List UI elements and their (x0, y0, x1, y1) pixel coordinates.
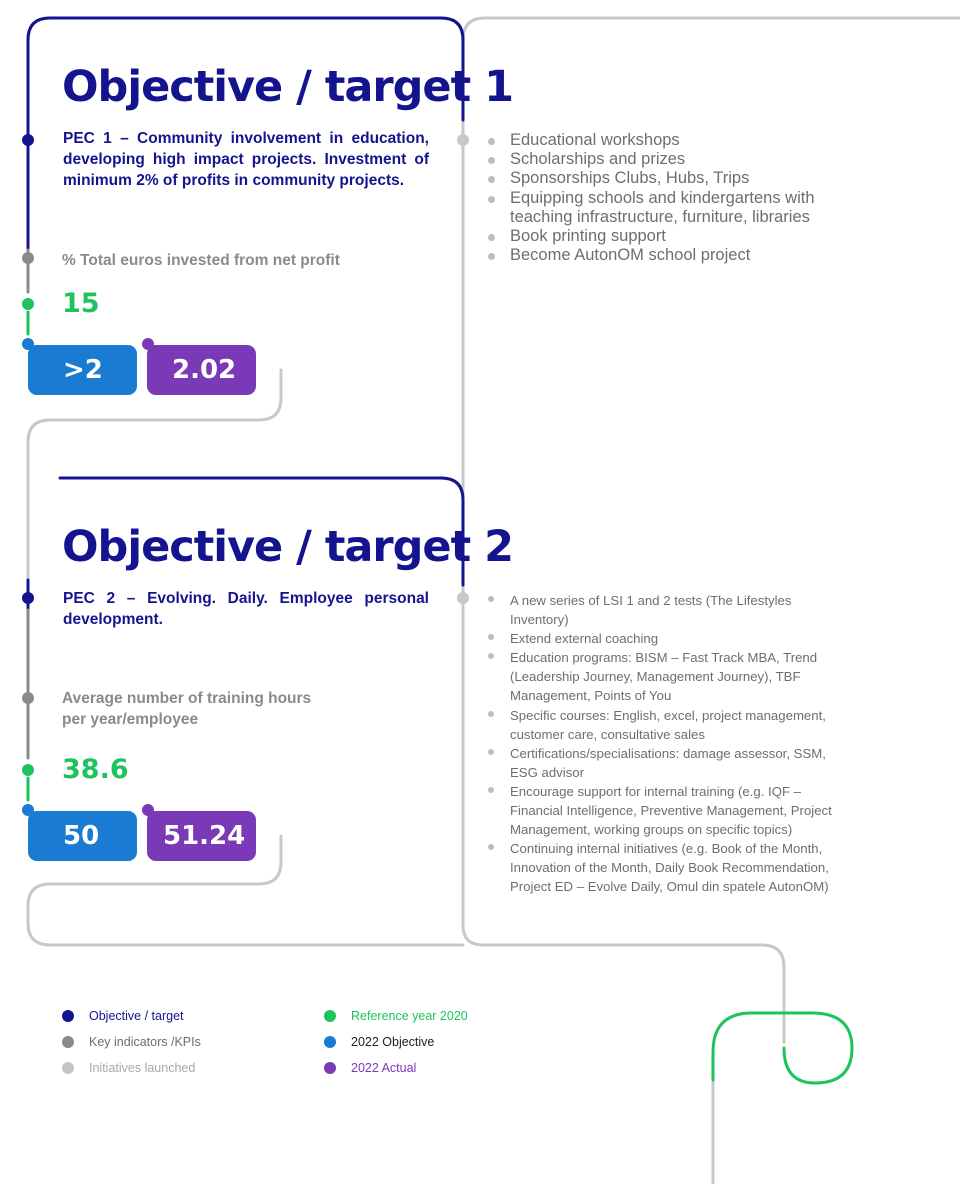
list-item (486, 839, 846, 896)
initiative-text: Educational workshops (510, 131, 680, 149)
list-item (486, 131, 836, 150)
initiative-text: Education programs: BISM – Fast Track MBA, Trend (Leadership Journey, Management Journey), TBF Management, Points of You (510, 650, 818, 704)
initiative-text: Become AutonOM school project (510, 246, 751, 265)
legend-dot-icon (324, 1036, 336, 1048)
bullet-icon (488, 253, 495, 260)
bullet-icon (488, 749, 494, 755)
legend-dot-icon (324, 1010, 336, 1022)
list-item (486, 227, 836, 246)
objective-2-actual-2022: 51.24 (147, 811, 256, 861)
legend-label: Reference year 2020 (351, 1009, 468, 1023)
objective-1-target-2022: >2 (28, 345, 137, 395)
list-item (486, 744, 846, 782)
objective-2-initiatives-list (486, 591, 846, 897)
initiative-text: Sponsorships Clubs, Hubs, Trips (510, 169, 750, 188)
initiative-text: Encourage support for internal training (e.g. IQF – Financial Intelligence, Preventive Management, Project Management, working groups on specific topics) (510, 783, 832, 838)
bullet-icon (488, 138, 495, 145)
legend-item-objective-2022 (324, 1032, 434, 1052)
legend-dot-icon (62, 1010, 74, 1022)
legend-label: Key indicators /KPIs (89, 1035, 201, 1049)
initiative-text: Certifications/specialisations: damage assessor, SSM, ESG advisor (510, 745, 826, 780)
list-item (486, 189, 836, 227)
legend-item-actual-2022 (324, 1058, 416, 1078)
legend-item-objective (62, 1006, 184, 1026)
objective-1-actual-2022: 2.02 (147, 345, 256, 395)
list-item (486, 169, 836, 188)
bullet-icon (488, 176, 495, 183)
objective-2-target-2022: 50 (28, 811, 137, 861)
list-item (486, 246, 836, 265)
initiative-text: Equipping schools and kindergartens with teaching infrastructure, furniture, libraries (510, 188, 815, 226)
bullet-icon (488, 787, 494, 793)
initiative-text: Book printing support (510, 227, 666, 246)
objective-1-reference-value: 15 (62, 288, 100, 319)
bullet-icon (488, 653, 494, 659)
legend-item-reference-2020 (324, 1006, 468, 1026)
legend-dot-icon (324, 1062, 336, 1074)
bullet-icon (488, 157, 495, 164)
legend-label: 2022 Objective (351, 1035, 435, 1049)
legend-label: Initiatives launched (89, 1061, 196, 1075)
legend-dot-icon (62, 1062, 74, 1074)
bullet-icon (488, 596, 494, 602)
legend-label: Objective / target (89, 1009, 184, 1023)
list-item (486, 591, 846, 629)
list-item (486, 150, 836, 169)
objective-1-initiatives-list (486, 131, 836, 265)
objective-2-reference-value: 38.6 (62, 754, 129, 785)
initiative-text: Scholarships and prizes (510, 150, 686, 169)
initiative-text: Extend external coaching (510, 631, 659, 647)
bullet-icon (488, 844, 494, 850)
bullet-icon (488, 634, 494, 640)
list-item (486, 629, 846, 648)
objective-1-description: PEC 1 – Community involvement in education, developing high impact projects. Investment of minimum 2% of profits in community projects. (63, 130, 429, 189)
list-item (486, 706, 846, 744)
legend-item-kpi (62, 1032, 201, 1052)
objective-2-title: Objective / target 2 (62, 522, 514, 572)
objective-2-description: PEC 2 – Evolving. Daily. Employee personal development. (63, 590, 429, 628)
bullet-icon (488, 711, 494, 717)
objective-1-kpi-label: % Total euros invested from net profit (62, 252, 340, 269)
bullet-icon (488, 196, 495, 203)
initiative-text: Continuing internal initiatives (e.g. Book of the Month, Innovation of the Month, Daily Book Recommendation, Project ED – Evolve Daily, Omul din spatele AutonOM) (510, 841, 829, 895)
list-item (486, 648, 846, 705)
objective-1-title: Objective / target 1 (62, 62, 514, 112)
legend-dot-icon (62, 1036, 74, 1048)
legend-item-initiatives (62, 1058, 195, 1078)
objective-2-kpi-label: Average number of training hours per year/employee (62, 690, 312, 728)
legend-label: 2022 Actual (351, 1061, 417, 1075)
initiative-text: Specific courses: English, excel, project management, customer care, consultative sales (510, 707, 826, 742)
bullet-icon (488, 234, 495, 241)
initiative-text: A new series of LSI 1 and 2 tests (The Lifestyles Inventory) (510, 593, 792, 628)
list-item (486, 782, 846, 839)
